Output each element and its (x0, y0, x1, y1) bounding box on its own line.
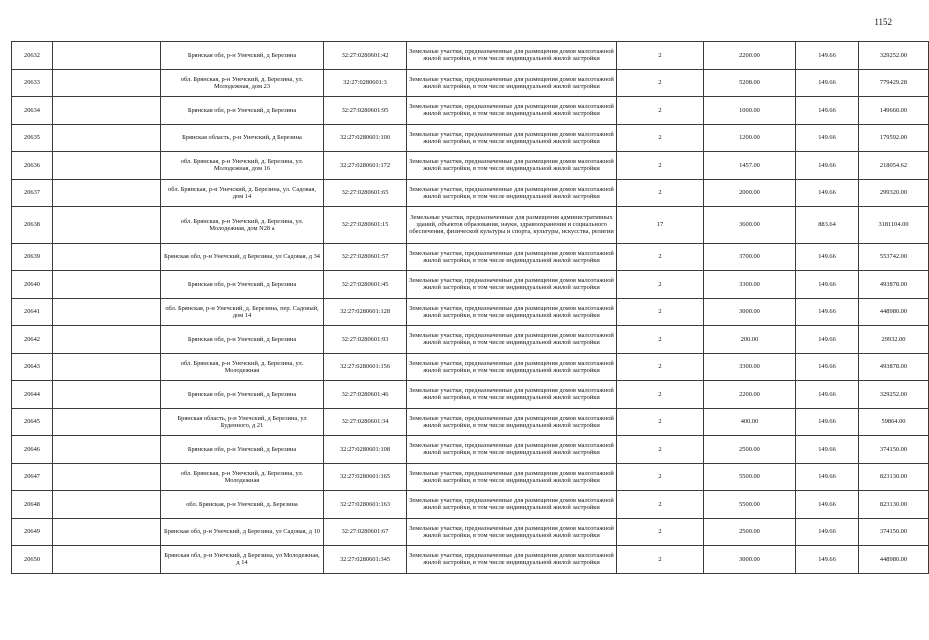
land-use-cell: Земельные участки, предназначенные для размещения домов малоэтажной жилой застройки, в том числе индивидуальной жилой застройки (407, 491, 617, 519)
specific-value-cell: 149.66 (796, 326, 859, 354)
table-row (12, 298, 929, 326)
cadastral-number-cell: 32:27:0280601:65 (324, 179, 407, 207)
empty-cell (53, 408, 161, 436)
specific-value-cell: 149.66 (796, 179, 859, 207)
cadastral-number-cell: 32:27:0280601:34 (324, 408, 407, 436)
cadastral-value-cell: 179592.00 (859, 124, 929, 152)
cadastral-number-cell: 32:27:0280601:93 (324, 326, 407, 354)
land-use-cell: Земельные участки, предназначенные для размещения административных зданий, объектов образования, науки, здравоохранения и социального обеспечения, физической культуры и спорта, культуры, искусства, религии (407, 207, 617, 244)
cadastral-value-cell: 299320.00 (859, 179, 929, 207)
cadastral-value-cell: 823130.00 (859, 463, 929, 491)
specific-value-cell: 149.66 (796, 463, 859, 491)
cadastral-value-cell: 493878.00 (859, 271, 929, 299)
row-number-cell: 20645 (12, 408, 53, 436)
area-cell: 1200.00 (704, 124, 796, 152)
specific-value-cell: 149.66 (796, 353, 859, 381)
land-use-cell: Земельные участки, предназначенные для размещения домов малоэтажной жилой застройки, в том числе индивидуальной жилой застройки (407, 436, 617, 464)
table-row (12, 124, 929, 152)
specific-value-cell: 149.66 (796, 97, 859, 125)
land-use-cell: Земельные участки, предназначенные для размещения домов малоэтажной жилой застройки, в том числе индивидуальной жилой застройки (407, 152, 617, 180)
area-cell: 5500.00 (704, 491, 796, 519)
table-body (12, 42, 929, 574)
address-cell: обл. Брянская, р-н Унечский, д. Березина, ул. Молодежная, дом N28 а (161, 207, 324, 244)
land-use-cell: Земельные участки, предназначенные для размещения домов малоэтажной жилой застройки, в том числе индивидуальной жилой застройки (407, 97, 617, 125)
use-group-cell: 2 (617, 124, 704, 152)
row-number-cell: 20643 (12, 353, 53, 381)
cadastral-number-cell: 32:27:0280601:67 (324, 518, 407, 546)
land-use-cell: Земельные участки, предназначенные для размещения домов малоэтажной жилой застройки, в том числе индивидуальной жилой застройки (407, 179, 617, 207)
area-cell: 2000.00 (704, 179, 796, 207)
cadastral-value-cell: 3181104.00 (859, 207, 929, 244)
empty-cell (53, 152, 161, 180)
specific-value-cell: 883.64 (796, 207, 859, 244)
empty-cell (53, 179, 161, 207)
cadastral-value-cell: 448980.00 (859, 298, 929, 326)
table-row (12, 243, 929, 271)
table-row (12, 408, 929, 436)
specific-value-cell: 149.66 (796, 546, 859, 574)
table-row (12, 463, 929, 491)
cadastral-value-cell: 218054.62 (859, 152, 929, 180)
use-group-cell: 2 (617, 381, 704, 409)
table-row (12, 152, 929, 180)
cadastral-number-cell: 32:27:0280601:95 (324, 97, 407, 125)
row-number-cell: 20650 (12, 546, 53, 574)
address-cell: Брянская обл, р-н Унечский, д Березина (161, 97, 324, 125)
table-row (12, 353, 929, 381)
empty-cell (53, 243, 161, 271)
use-group-cell: 2 (617, 546, 704, 574)
use-group-cell: 17 (617, 207, 704, 244)
cadastral-number-cell: 32:27:0280601:163 (324, 491, 407, 519)
table-row (12, 546, 929, 574)
area-cell: 3300.00 (704, 271, 796, 299)
table-row (12, 42, 929, 70)
cadastral-value-cell: 553742.00 (859, 243, 929, 271)
use-group-cell: 2 (617, 353, 704, 381)
address-cell: Брянская область, р-н Унечский, д Березина (161, 124, 324, 152)
row-number-cell: 20642 (12, 326, 53, 354)
row-number-cell: 20644 (12, 381, 53, 409)
table-row (12, 518, 929, 546)
table-row (12, 97, 929, 125)
area-cell: 1000.00 (704, 97, 796, 125)
cadastral-value-cell: 329252.00 (859, 42, 929, 70)
use-group-cell: 2 (617, 271, 704, 299)
empty-cell (53, 69, 161, 97)
land-use-cell: Земельные участки, предназначенные для размещения домов малоэтажной жилой застройки, в том числе индивидуальной жилой застройки (407, 326, 617, 354)
use-group-cell: 2 (617, 326, 704, 354)
cadastral-number-cell: 32:27:0280601:45 (324, 271, 407, 299)
row-number-cell: 20640 (12, 271, 53, 299)
use-group-cell: 2 (617, 298, 704, 326)
area-cell: 2500.00 (704, 518, 796, 546)
cadastral-value-cell: 374150.00 (859, 518, 929, 546)
specific-value-cell: 149.66 (796, 298, 859, 326)
row-number-cell: 20646 (12, 436, 53, 464)
address-cell: Брянская область, р-н Унечский, д Березина, ул Буденного, д 21 (161, 408, 324, 436)
specific-value-cell: 149.66 (796, 124, 859, 152)
cadastral-registry-table (11, 41, 929, 574)
row-number-cell: 20633 (12, 69, 53, 97)
area-cell: 3600.00 (704, 207, 796, 244)
use-group-cell: 2 (617, 408, 704, 436)
table-row (12, 326, 929, 354)
specific-value-cell: 149.66 (796, 243, 859, 271)
land-use-cell: Земельные участки, предназначенные для размещения домов малоэтажной жилой застройки, в том числе индивидуальной жилой застройки (407, 353, 617, 381)
cadastral-value-cell: 374150.00 (859, 436, 929, 464)
land-use-cell: Земельные участки, предназначенные для размещения домов малоэтажной жилой застройки, в том числе индивидуальной жилой застройки (407, 69, 617, 97)
use-group-cell: 2 (617, 436, 704, 464)
use-group-cell: 2 (617, 491, 704, 519)
specific-value-cell: 149.66 (796, 436, 859, 464)
row-number-cell: 20641 (12, 298, 53, 326)
empty-cell (53, 491, 161, 519)
cadastral-number-cell: 32:27:0280601:345 (324, 546, 407, 574)
table-row (12, 207, 929, 244)
empty-cell (53, 546, 161, 574)
area-cell: 3000.00 (704, 546, 796, 574)
row-number-cell: 20649 (12, 518, 53, 546)
land-use-cell: Земельные участки, предназначенные для размещения домов малоэтажной жилой застройки, в том числе индивидуальной жилой застройки (407, 381, 617, 409)
empty-cell (53, 207, 161, 244)
empty-cell (53, 124, 161, 152)
page-number: 1152 (874, 17, 892, 27)
cadastral-value-cell: 329252.00 (859, 381, 929, 409)
land-use-cell: Земельные участки, предназначенные для размещения домов малоэтажной жилой застройки, в том числе индивидуальной жилой застройки (407, 518, 617, 546)
cadastral-number-cell: 32:27:0280601:3 (324, 69, 407, 97)
area-cell: 3000.00 (704, 298, 796, 326)
area-cell: 3700.00 (704, 243, 796, 271)
area-cell: 3300.00 (704, 353, 796, 381)
specific-value-cell: 149.66 (796, 69, 859, 97)
cadastral-number-cell: 32:27:0280601:100 (324, 124, 407, 152)
specific-value-cell: 149.66 (796, 518, 859, 546)
empty-cell (53, 271, 161, 299)
use-group-cell: 2 (617, 179, 704, 207)
land-use-cell: Земельные участки, предназначенные для размещения домов малоэтажной жилой застройки, в том числе индивидуальной жилой застройки (407, 408, 617, 436)
use-group-cell: 2 (617, 463, 704, 491)
address-cell: Брянская обл, р-н Унечский, д Березина, ул Садовая, д 34 (161, 243, 324, 271)
address-cell: Брянская обл, р-н Унечский, д Березина (161, 381, 324, 409)
cadastral-number-cell: 32:27:0280601:156 (324, 353, 407, 381)
use-group-cell: 2 (617, 42, 704, 70)
address-cell: Брянская обл, р-н Унечский, д Березина (161, 42, 324, 70)
land-use-cell: Земельные участки, предназначенные для размещения домов малоэтажной жилой застройки, в том числе индивидуальной жилой застройки (407, 124, 617, 152)
area-cell: 2200.00 (704, 381, 796, 409)
cadastral-number-cell: 32:27:0280601:57 (324, 243, 407, 271)
cadastral-value-cell: 823130.00 (859, 491, 929, 519)
table-row (12, 271, 929, 299)
row-number-cell: 20634 (12, 97, 53, 125)
address-cell: обл. Брянская, р-н Унечский, д. Березина, ул. Молодежная, дом 23 (161, 69, 324, 97)
address-cell: Брянская обл, р-н Унечский, д Березина (161, 436, 324, 464)
address-cell: обл. Брянская, р-н Унечский, д. Березина (161, 491, 324, 519)
specific-value-cell: 149.66 (796, 381, 859, 409)
cadastral-value-cell: 59864.00 (859, 408, 929, 436)
area-cell: 5208.00 (704, 69, 796, 97)
table-row (12, 69, 929, 97)
empty-cell (53, 381, 161, 409)
area-cell: 400.00 (704, 408, 796, 436)
specific-value-cell: 149.66 (796, 408, 859, 436)
empty-cell (53, 42, 161, 70)
cadastral-number-cell: 32:27:0280601:172 (324, 152, 407, 180)
cadastral-number-cell: 32:27:0280601:128 (324, 298, 407, 326)
empty-cell (53, 326, 161, 354)
land-use-cell: Земельные участки, предназначенные для размещения домов малоэтажной жилой застройки, в том числе индивидуальной жилой застройки (407, 463, 617, 491)
empty-cell (53, 353, 161, 381)
address-cell: обл. Брянская, р-н Унечский, д. Березина, ул. Садовая, дом 14 (161, 179, 324, 207)
address-cell: обл. Брянская, р-н Унечский, д. Березина, ул. Молодежная (161, 353, 324, 381)
address-cell: Брянская обл, р-н Унечский, д Березина, ул Молодежная, д 14 (161, 546, 324, 574)
row-number-cell: 20648 (12, 491, 53, 519)
empty-cell (53, 436, 161, 464)
empty-cell (53, 463, 161, 491)
specific-value-cell: 149.66 (796, 42, 859, 70)
area-cell: 5500.00 (704, 463, 796, 491)
specific-value-cell: 149.66 (796, 271, 859, 299)
row-number-cell: 20636 (12, 152, 53, 180)
table-row (12, 491, 929, 519)
table-row (12, 179, 929, 207)
land-use-cell: Земельные участки, предназначенные для размещения домов малоэтажной жилой застройки, в том числе индивидуальной жилой застройки (407, 42, 617, 70)
area-cell: 2500.00 (704, 436, 796, 464)
area-cell: 200.00 (704, 326, 796, 354)
row-number-cell: 20635 (12, 124, 53, 152)
row-number-cell: 20639 (12, 243, 53, 271)
use-group-cell: 2 (617, 518, 704, 546)
land-use-cell: Земельные участки, предназначенные для размещения домов малоэтажной жилой застройки, в том числе индивидуальной жилой застройки (407, 298, 617, 326)
use-group-cell: 2 (617, 97, 704, 125)
cadastral-value-cell: 779429.28 (859, 69, 929, 97)
use-group-cell: 2 (617, 152, 704, 180)
cadastral-value-cell: 29932.00 (859, 326, 929, 354)
cadastral-value-cell: 493878.00 (859, 353, 929, 381)
row-number-cell: 20637 (12, 179, 53, 207)
row-number-cell: 20632 (12, 42, 53, 70)
empty-cell (53, 298, 161, 326)
address-cell: обл. Брянская, р-н Унечский, д. Березина, ул. Молодежная (161, 463, 324, 491)
address-cell: обл. Брянская, р-н Унечский, д. Березина, пер. Садовый, дом 14 (161, 298, 324, 326)
row-number-cell: 20647 (12, 463, 53, 491)
cadastral-number-cell: 32:27:0280601:42 (324, 42, 407, 70)
row-number-cell: 20638 (12, 207, 53, 244)
land-use-cell: Земельные участки, предназначенные для размещения домов малоэтажной жилой застройки, в том числе индивидуальной жилой застройки (407, 243, 617, 271)
use-group-cell: 2 (617, 69, 704, 97)
cadastral-value-cell: 149660.00 (859, 97, 929, 125)
empty-cell (53, 97, 161, 125)
area-cell: 1457.00 (704, 152, 796, 180)
specific-value-cell: 149.66 (796, 152, 859, 180)
address-cell: Брянская обл, р-н Унечский, д Березина, ул Садовая, д 10 (161, 518, 324, 546)
address-cell: Брянская обл, р-н Унечский, д Березина (161, 271, 324, 299)
land-use-cell: Земельные участки, предназначенные для размещения домов малоэтажной жилой застройки, в том числе индивидуальной жилой застройки (407, 546, 617, 574)
use-group-cell: 2 (617, 243, 704, 271)
land-use-cell: Земельные участки, предназначенные для размещения домов малоэтажной жилой застройки, в том числе индивидуальной жилой застройки (407, 271, 617, 299)
address-cell: Брянская обл, р-н Унечский, д Березина (161, 326, 324, 354)
table-row (12, 436, 929, 464)
cadastral-number-cell: 32:27:0280601:108 (324, 436, 407, 464)
empty-cell (53, 518, 161, 546)
table-row (12, 381, 929, 409)
address-cell: обл. Брянская, р-н Унечский, д. Березина, ул. Молодежная, дом 16 (161, 152, 324, 180)
cadastral-number-cell: 32:27:0280601:165 (324, 463, 407, 491)
specific-value-cell: 149.66 (796, 491, 859, 519)
cadastral-number-cell: 32:27:0280601:46 (324, 381, 407, 409)
area-cell: 2200.00 (704, 42, 796, 70)
cadastral-value-cell: 448980.00 (859, 546, 929, 574)
cadastral-number-cell: 32:27:0280601:15 (324, 207, 407, 244)
